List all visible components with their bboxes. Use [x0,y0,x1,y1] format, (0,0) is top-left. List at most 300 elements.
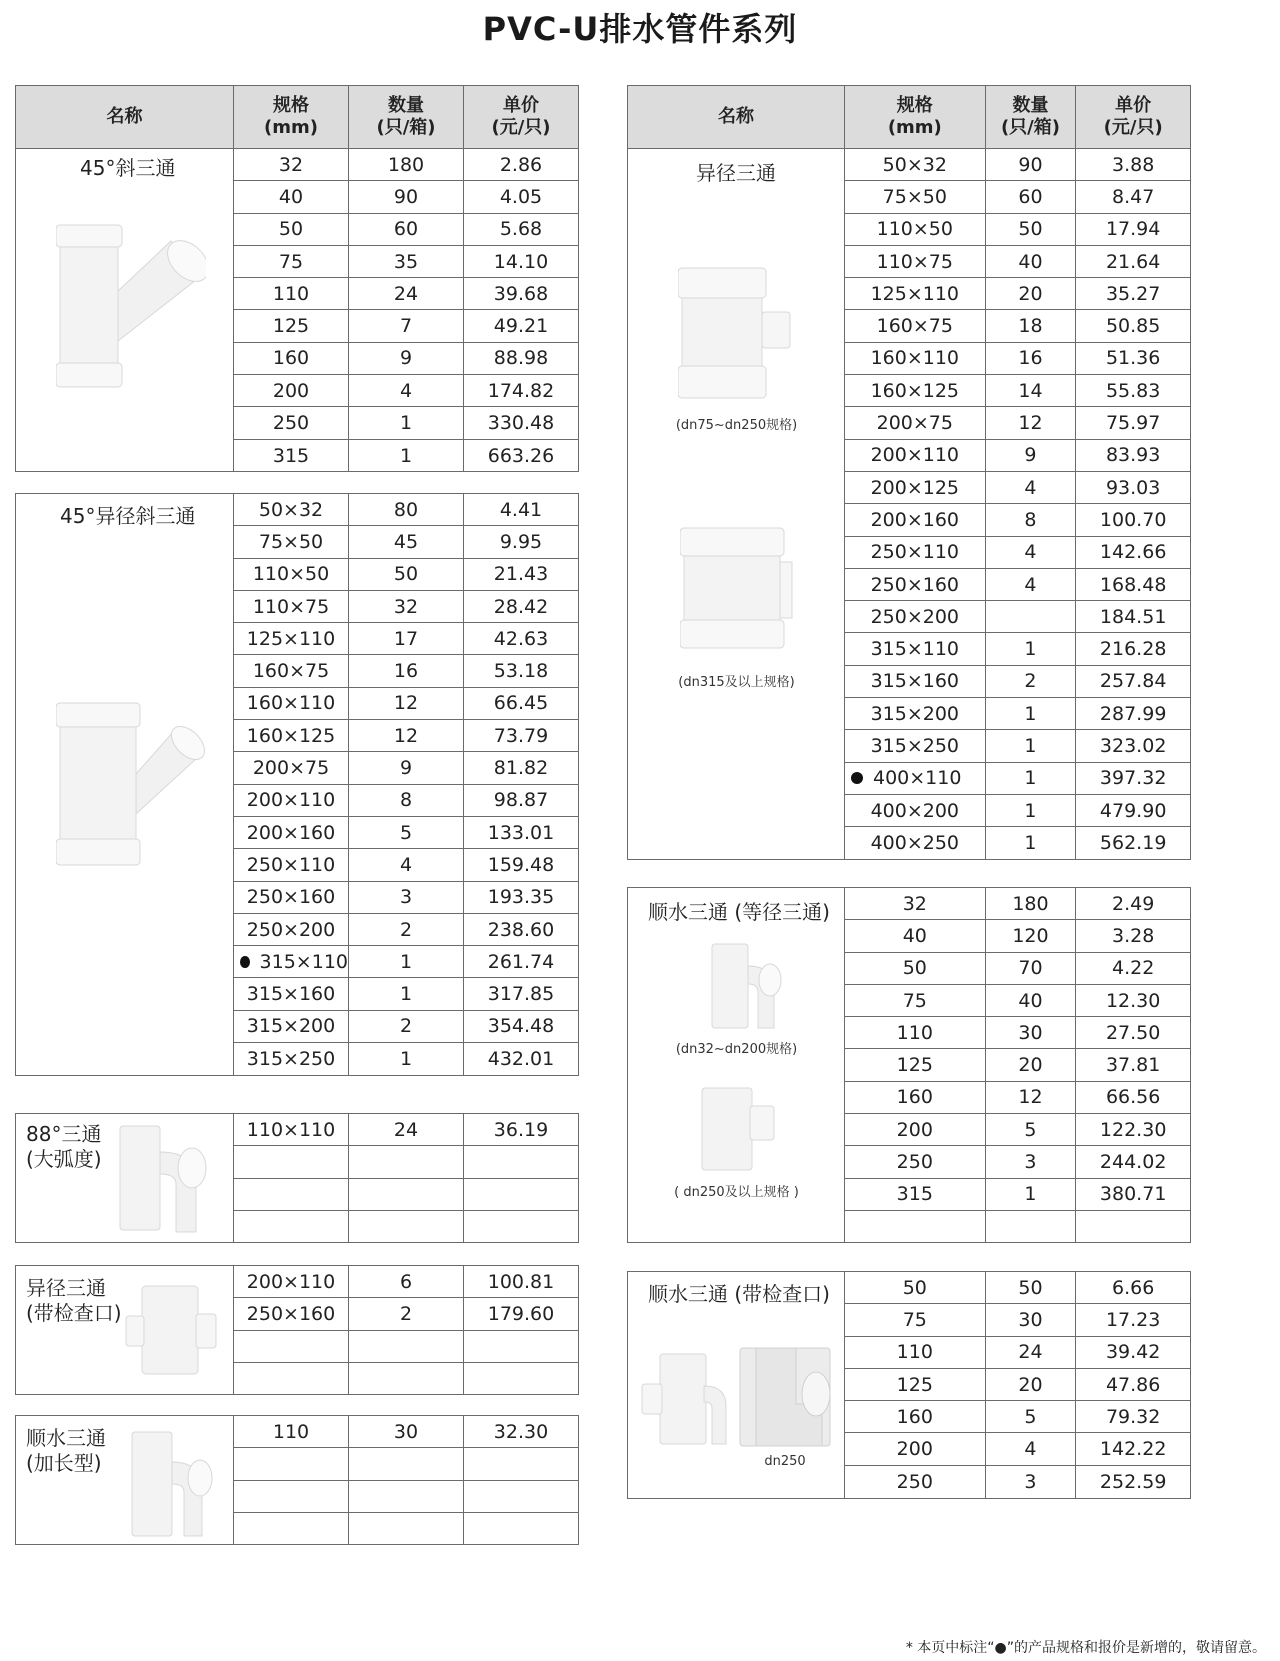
header-qty: 数量 [388,94,424,116]
product-name: 顺水三通 (等径三通) [648,900,830,924]
qty-cell [986,633,1077,664]
price-cell [1076,1337,1190,1368]
table-row [234,1331,578,1363]
spec-cell [234,278,349,309]
price-cell [1076,472,1190,503]
table-row [845,1272,1190,1304]
price-cell [1076,1082,1190,1113]
pipe-fitting-image [128,1428,218,1540]
qty-cell [349,817,464,848]
price-cell [464,1448,578,1479]
price-cell-text: 83.93 [1105,444,1161,467]
qty-cell [986,601,1077,632]
qty-cell [349,591,464,622]
spec-cell-text: 50×32 [258,498,324,521]
price-cell [464,1363,578,1395]
image-caption: dn250 [764,1454,806,1469]
price-cell-text: 14.10 [493,250,549,273]
table-row [234,591,578,623]
price-cell [464,1146,578,1177]
qty-cell [986,1433,1077,1464]
price-cell-text: 79.32 [1105,1405,1161,1428]
price-cell [464,1513,578,1545]
spec-cell [845,1179,986,1210]
table-row [845,1304,1190,1336]
image-caption: ( dn250及以上规格 ) [674,1185,799,1200]
table-row [234,817,578,849]
spec-cell-text: 250×160 [246,1302,336,1325]
table-row [845,795,1190,827]
qty-cell-text: 20 [1018,1054,1043,1077]
spec-cell-text: 160×125 [870,379,960,402]
spec-cell [845,1272,986,1303]
spec-cell [234,1513,349,1545]
price-cell-text: 35.27 [1105,282,1161,305]
price-cell [1076,343,1190,374]
pipe-fitting-image [736,1344,834,1450]
spec-cell [234,1266,349,1297]
qty-cell [986,953,1077,984]
spec-cell [234,688,349,719]
table-row [234,785,578,817]
qty-cell-text: 9 [399,347,413,370]
spec-cell [234,882,349,913]
price-cell [1076,920,1190,951]
price-cell-text: 179.60 [487,1302,555,1325]
price-cell-text: 287.99 [1099,702,1167,725]
spec-cell-text: 200 [896,1118,933,1141]
qty-cell [986,666,1077,697]
qty-cell-text: 50 [393,563,419,586]
table-row [234,946,578,978]
table-row [845,1337,1190,1369]
table-row [234,1266,578,1298]
qty-cell-text: 30 [1018,1021,1043,1044]
table-row [845,278,1190,310]
price-cell [1076,1304,1190,1335]
spec-cell [845,1082,986,1113]
price-cell-text: 75.97 [1105,412,1161,435]
spec-cell [845,149,986,180]
spec-cell [845,601,986,632]
spec-cell-text: 200×75 [252,757,330,780]
spec-cell-text: 32 [278,153,304,176]
table-row [234,623,578,655]
product-name-line1: 顺水三通 [26,1426,106,1450]
spec-cell [234,310,349,341]
spec-cell-text: 315×110 [870,638,960,661]
spec-cell-text: 75 [902,989,927,1012]
table-row [234,494,578,526]
qty-cell [349,494,464,525]
qty-cell-text: 1 [1024,832,1037,855]
table-row [845,730,1190,762]
spec-cell-text: 110×75 [252,595,330,618]
spec-cell-text: 75×50 [882,185,947,208]
spec-cell-text: 110 [896,1021,933,1044]
price-cell-text: 66.45 [493,692,549,715]
price-cell [464,591,578,622]
qty-cell-text: 24 [393,282,419,305]
qty-cell [349,1331,464,1362]
price-cell [464,149,578,180]
price-cell [464,526,578,557]
table-row [845,1114,1190,1146]
table-row [845,440,1190,472]
spec-cell [845,1211,986,1243]
spec-cell [234,1363,349,1395]
price-cell-text: 21.43 [493,563,549,586]
qty-cell-text: 35 [393,250,419,273]
table-row [845,1211,1190,1243]
qty-cell [349,978,464,1009]
price-cell [464,407,578,438]
price-cell [464,655,578,686]
spec-cell-text: 110×50 [252,563,330,586]
spec-cell [845,953,986,984]
qty-cell [986,214,1077,245]
qty-cell [349,1416,464,1447]
pipe-fitting-image [56,221,206,391]
price-cell [464,688,578,719]
price-cell [464,1211,578,1243]
header-qty-unit: (只/箱) [1000,117,1060,138]
header-price: 单价 [503,94,539,116]
spec-cell [234,1114,349,1145]
table-sanitary-tee-extended [15,1415,579,1545]
spec-cell [234,752,349,783]
qty-cell [349,882,464,913]
qty-cell-text: 2 [1024,670,1037,693]
spec-cell-text: 250×110 [246,853,336,876]
spec-cell-text: 125 [896,1373,933,1396]
spec-cell-text: 40 [902,924,927,947]
product-name-line1: 88°三通 [26,1122,102,1146]
price-cell [464,1331,578,1362]
price-cell-text: 21.64 [1105,250,1161,273]
qty-cell-text: 8 [1024,508,1037,531]
spec-cell [845,1433,986,1464]
price-cell [464,752,578,783]
spec-cell [845,537,986,568]
price-cell [1076,698,1190,729]
spec-cell [845,375,986,406]
table-row [845,1433,1190,1465]
price-cell-text: 81.82 [493,757,549,780]
table-row [845,504,1190,536]
spec-cell [234,1448,349,1479]
qty-cell-text: 20 [1018,282,1043,305]
price-cell [1076,633,1190,664]
spec-cell [845,310,986,341]
price-cell-text: 100.81 [487,1270,555,1293]
table-row [845,601,1190,633]
price-cell [1076,1179,1190,1210]
spec-cell-text: 125 [896,1054,933,1077]
spec-cell [845,407,986,438]
spec-cell-text: 250×200 [870,605,960,628]
spec-cell-text: 75×50 [258,530,324,553]
qty-cell-text: 3 [1024,1151,1037,1174]
qty-cell [349,1363,464,1395]
price-cell [1076,763,1190,794]
footnote: * 本页中标注“●”的产品规格和报价是新增的，敬请留意。 [905,1640,1266,1656]
table-row [845,1466,1190,1498]
qty-cell [349,785,464,816]
price-cell-text: 49.21 [493,315,549,338]
product-name-line2: (带检查口) [26,1301,122,1325]
qty-cell [986,698,1077,729]
qty-cell-text: 60 [1018,185,1043,208]
product-name: 45°斜三通 [80,156,176,180]
table-row [845,763,1190,795]
qty-cell-text: 20 [1018,1373,1043,1396]
price-cell [464,1481,578,1512]
spec-cell-text: 160 [272,347,310,370]
spec-cell [845,827,986,859]
qty-cell-text: 2 [399,1015,413,1038]
qty-cell [986,1049,1077,1080]
qty-cell-text: 9 [399,757,413,780]
price-cell [464,181,578,212]
price-cell [464,375,578,406]
qty-cell-text: 60 [393,218,419,241]
spec-cell-text: 200×110 [246,1270,336,1293]
qty-cell-text: 1 [1024,799,1037,822]
qty-cell-text: 7 [399,315,413,338]
qty-cell-text: 120 [1012,924,1049,947]
price-cell [464,559,578,590]
new-item-marker-icon [851,772,863,784]
table-row [845,888,1190,920]
price-cell [1076,1466,1190,1498]
table-row [234,849,578,881]
price-cell [1076,1369,1190,1400]
table-row [845,827,1190,859]
price-cell-text: 39.42 [1105,1341,1161,1364]
spec-cell [234,623,349,654]
table-row [845,1146,1190,1178]
price-cell-text: 252.59 [1099,1470,1167,1493]
table-row [234,149,578,181]
table-row [234,214,578,246]
spec-cell [234,375,349,406]
price-cell [1076,1401,1190,1432]
table-row [845,953,1190,985]
qty-cell [349,1011,464,1042]
price-cell-text: 51.36 [1105,347,1161,370]
pipe-fitting-image [698,1084,780,1174]
image-caption: (dn75~dn250规格) [675,418,798,433]
price-cell [464,1416,578,1447]
table-row [234,440,578,472]
price-cell [464,1266,578,1297]
spec-cell [845,504,986,535]
price-cell [464,882,578,913]
qty-cell [349,214,464,245]
qty-cell-text: 4 [1024,1438,1037,1461]
price-cell-text: 323.02 [1099,734,1167,757]
spec-cell [845,246,986,277]
product-name-line2: (加长型) [26,1451,102,1475]
price-cell-text: 9.95 [499,530,543,553]
qty-cell [986,730,1077,761]
qty-cell [349,1211,464,1243]
price-cell-text: 174.82 [487,379,555,402]
price-cell-text: 133.01 [487,821,555,844]
price-cell [1076,1272,1190,1303]
price-cell [464,246,578,277]
spec-cell [234,785,349,816]
qty-cell-text: 32 [393,595,419,618]
qty-cell [986,537,1077,568]
price-cell [1076,181,1190,212]
qty-cell [349,1179,464,1210]
qty-cell-text: 8 [399,789,413,812]
spec-cell [234,946,349,977]
spec-cell-text: 110×50 [876,218,953,241]
qty-cell-text: 1 [1024,702,1037,725]
price-cell-text: 73.79 [493,724,549,747]
table-row [234,407,578,439]
qty-cell-text: 17 [393,627,419,650]
spec-cell [845,1114,986,1145]
price-cell-text: 3.88 [1112,153,1155,176]
table-45-degree-reducing-tee [15,493,579,1076]
qty-cell-text: 4 [1024,573,1037,596]
price-cell-text: 39.68 [493,282,549,305]
qty-cell [349,1266,464,1297]
spec-cell-text: 200 [896,1438,933,1461]
qty-cell [986,1179,1077,1210]
price-cell [1076,440,1190,471]
qty-cell [986,504,1077,535]
qty-cell-text: 180 [1012,892,1049,915]
spec-cell [845,472,986,503]
spec-cell [234,559,349,590]
price-cell-text: 354.48 [487,1015,555,1038]
price-cell [464,817,578,848]
table-row [845,666,1190,698]
spec-cell-text: 400×200 [870,799,960,822]
qty-cell-text: 3 [1024,1470,1037,1493]
spec-cell [234,1416,349,1447]
qty-cell-text: 5 [1024,1118,1037,1141]
pipe-fitting-image [120,1282,220,1378]
price-cell-text: 47.86 [1105,1373,1161,1396]
qty-cell-text: 1 [1024,1183,1037,1206]
spec-cell [234,849,349,880]
spec-cell [234,246,349,277]
price-cell-text: 93.03 [1105,476,1161,499]
qty-cell-text: 12 [1018,1086,1043,1109]
spec-cell [234,1146,349,1177]
table-row [234,978,578,1010]
qty-cell [986,1401,1077,1432]
qty-cell [986,149,1077,180]
qty-cell [986,246,1077,277]
price-cell [1076,504,1190,535]
price-cell-text: 244.02 [1099,1151,1167,1174]
qty-cell [349,720,464,751]
table-row [234,1298,578,1330]
spec-cell-text: 160×110 [870,347,960,370]
spec-cell-text: 250×160 [246,886,336,909]
table-row [234,688,578,720]
table-row [234,559,578,591]
price-cell-text: 562.19 [1099,832,1167,855]
spec-cell-text: 50 [278,218,304,241]
price-cell-text: 55.83 [1105,379,1161,402]
spec-cell [845,181,986,212]
price-cell [1076,827,1190,859]
qty-cell [349,1146,464,1177]
price-cell-text: 6.66 [1112,1276,1155,1299]
qty-cell [986,795,1077,826]
spec-cell [845,730,986,761]
price-cell-text: 122.30 [1099,1118,1167,1141]
table-row [234,882,578,914]
price-cell [464,1179,578,1210]
qty-cell-text: 1 [1024,734,1037,757]
spec-cell-text: 160 [896,1405,933,1428]
header-price-unit: (元/只) [1103,117,1163,138]
qty-cell [349,343,464,374]
spec-cell-text: 315 [896,1183,933,1206]
product-name [26,1276,122,1326]
price-cell-text: 8.47 [1112,185,1155,208]
price-cell-text: 479.90 [1099,799,1167,822]
spec-cell [234,1211,349,1243]
qty-cell-text: 1 [399,412,413,435]
qty-cell-text: 1 [1024,638,1037,661]
qty-cell-text: 4 [399,853,413,876]
spec-cell-text: 250 [896,1151,933,1174]
spec-cell-text: 315×110 [259,950,348,973]
spec-cell [845,795,986,826]
price-cell [1076,278,1190,309]
qty-cell [986,1082,1077,1113]
table-row [234,278,578,310]
table-row [845,1017,1190,1049]
spec-cell [234,1011,349,1042]
qty-cell-text: 16 [393,660,419,683]
price-cell [1076,149,1190,180]
price-cell-text: 193.35 [487,886,555,909]
qty-cell-text: 6 [399,1270,413,1293]
price-cell [464,623,578,654]
price-cell-text: 257.84 [1099,670,1167,693]
price-cell [1076,888,1190,919]
qty-cell-text: 12 [393,692,419,715]
spec-cell-text: 315×160 [246,983,336,1006]
image-caption: (dn315及以上规格) [678,675,795,690]
spec-cell [845,1466,986,1498]
qty-cell-text: 24 [393,1118,419,1141]
qty-cell [349,375,464,406]
pipe-fitting-image [116,1122,212,1234]
price-cell-text: 2.86 [499,153,543,176]
spec-cell-text: 400×110 [873,767,962,790]
spec-cell-text: 125×110 [246,627,336,650]
table-row [234,246,578,278]
header-spec-unit: (mm) [887,117,942,138]
table-row [845,1179,1190,1211]
price-cell-text: 100.70 [1099,508,1167,531]
header-price-unit: (元/只) [491,117,551,138]
spec-cell [845,666,986,697]
price-cell-text: 238.60 [487,918,555,941]
